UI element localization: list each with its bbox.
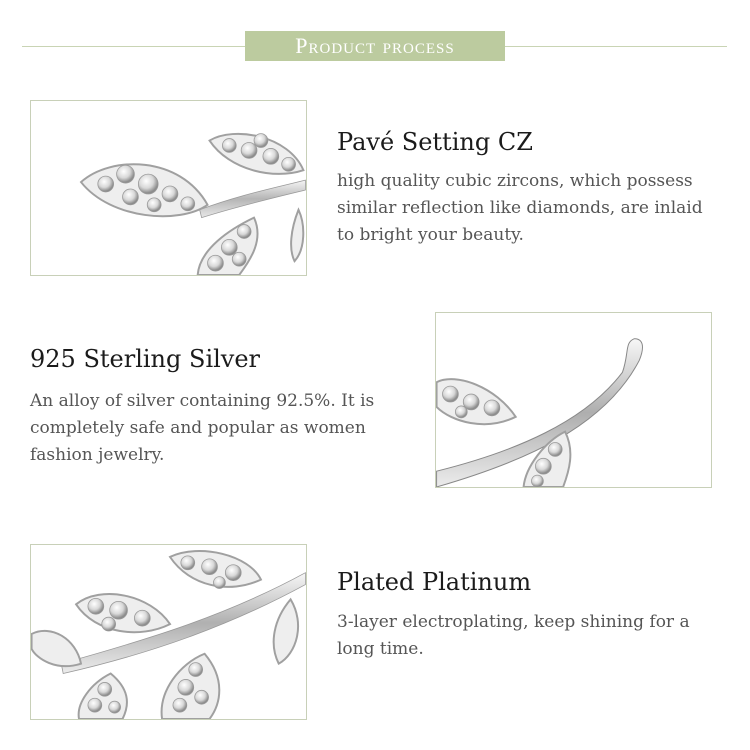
- header-rule-right: [505, 46, 727, 47]
- feature-title-pave: Pavé Setting CZ: [337, 128, 533, 156]
- feature-image-silver: [435, 312, 712, 488]
- feature-image-platinum: [30, 544, 307, 720]
- leaf-earring-image: [31, 101, 306, 275]
- leaf-earring-image: [436, 313, 711, 487]
- leaf-earring-image: [31, 545, 306, 719]
- header-rule-left: [22, 46, 245, 47]
- feature-desc-platinum: 3-layer electroplating, keep shining for a long time.: [337, 612, 690, 659]
- feature-desc-silver: An alloy of silver containing 92.5%. It is completely safe and popular as women fashion jewelry.: [30, 391, 375, 465]
- feature-desc-pave: high quality cubic zircons, which possess similar reflection like diamonds, are inlaid to bright your beauty.: [337, 171, 703, 245]
- feature-title-silver: 925 Sterling Silver: [30, 345, 261, 373]
- feature-image-pave: [30, 100, 307, 276]
- section-title: Product process: [245, 31, 505, 61]
- feature-title-platinum: Plated Platinum: [337, 568, 532, 596]
